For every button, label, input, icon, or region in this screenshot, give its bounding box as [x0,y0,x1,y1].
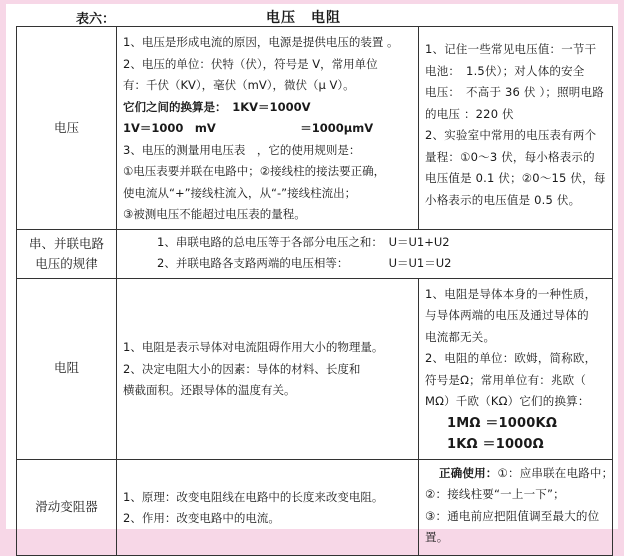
text-line: 置。 [425,530,449,544]
table-row-resistance [17,278,613,459]
text-line: 电压值是 0.1 伏；②0～15 伏，每 [425,171,606,185]
text-line: 它们之间的换算是： 1KV＝1000V [123,99,311,114]
text-line: 电池： 1.5伏）；对人体的安全 [425,63,585,78]
text-line: 电流都无关。 [425,329,496,344]
text-line: 1、电阻是表示导体对电流阻碍作用大小的物理量。 [123,340,384,355]
table-row-rheostat [17,459,613,555]
text-line: ③：通电前应把阻值调至最大的位 [425,508,600,523]
text-line: 量程：①0～3 伏，每小格表示的 [425,149,595,164]
text-line: MΩ）千欧（KΩ）它们的换算： [425,394,590,408]
row-label-series-parallel: 串、并联电路电压的规律 [17,229,117,278]
text-line: 2、作用：改变电路中的电流。 [123,511,280,525]
text-line: 的电压 ：220 伏 [425,106,514,121]
text-line: 与导体两端的电压及通过导体的 [425,308,589,322]
rheostat-usage-cell [419,459,613,555]
text-line: 2、实验室中常用的电压表有两个 [425,128,597,142]
text-line: ②：接线柱要“一上一下”； [425,487,565,501]
resistance-notes-cell [419,278,613,459]
text-line: 3、电压的测量用电压表 ，它的使用规则是： [123,142,361,157]
row-label-voltage: 电压 [17,27,117,230]
summary-table [16,26,613,556]
text-line: 1、电压是形成电流的原因，电源是提供电压的装置 。 [123,35,399,49]
document-page [6,4,618,544]
voltage-definition-cell [117,27,419,230]
text-line: ③被测电压不能超过电压表的量程。 [123,207,306,221]
text-line: 1、串联电路的总电压等于各部分电压之和： U＝U1+U2 [157,234,450,249]
text-line: 使电流从“+”接线柱流入，从“-”接线柱流出； [123,185,357,200]
text-line: 1、原理：改变电阻线在电路中的长度来改变电阻。 [123,489,384,504]
text-line: 1V＝1000 mV ＝1000μmV [123,121,374,135]
text-line: ①：应串联在电路中； [497,465,614,480]
resistance-definition-cell [117,278,419,459]
table-number: 表六： [76,12,116,27]
row-label-resistance: 电阻 [17,278,117,459]
table-row-voltage [17,27,613,230]
rheostat-principle-cell [117,459,419,555]
voltage-notes-cell [419,27,613,230]
text-line: ①电压表要并联在电路中；②接线柱的接法要正确， [123,164,386,178]
text-line: 电压： 不高于 36 伏 ）；照明电路 [425,85,604,99]
text-line: 有：千伏（KV），毫伏（mV），微伏（μ V）。 [123,78,355,92]
text-line: 2、电阻的单位：欧姆，简称欧， [425,351,597,365]
text-line: 符号是Ω；常用单位有：兆欧（ [425,372,587,387]
row-label-rheostat: 滑动变阻器 [17,459,117,555]
text-line: 小格表示的电压值是 0.5 伏。 [425,192,581,207]
text-line: 2、决定电阻大小的因素：导体的材料、长度和 [123,361,361,376]
text-line: 横截面积。还跟导体的温度有关。 [123,383,296,398]
text-line: 1KΩ ＝1000Ω [447,437,544,452]
table-header [6,4,618,28]
series-parallel-rules-cell [117,229,613,278]
table-row-series-parallel [17,229,613,278]
table-title: 电压 电阻 [266,10,341,26]
text-line: 1MΩ ＝1000KΩ [447,415,558,431]
text-line: 1、记住一些常见电压值：一节干 [425,42,597,56]
text-line: 2、并联电路各支路两端的电压相等： U＝U1＝U2 [157,256,452,270]
text-line: 2、电压的单位：伏特（伏），符号是 V，常用单位 [123,56,378,71]
text-line: 1、电阻是导体本身的一种性质， [425,286,597,301]
usage-heading: 正确使用： [439,465,498,480]
